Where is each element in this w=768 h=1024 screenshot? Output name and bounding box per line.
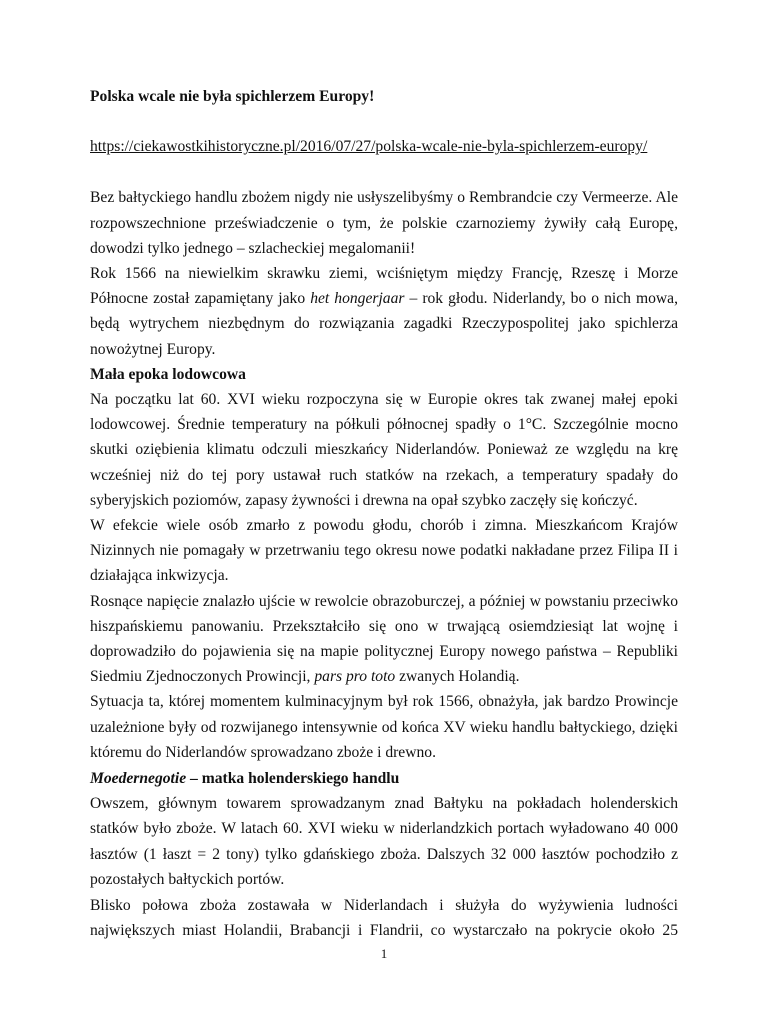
- heading-text: – matka holenderskiego handlu: [186, 769, 400, 787]
- paragraph-text: – rok głodu. Niderlandy, bo o nich mowa, będą wytrychem niezbędnym do rozwiązania zagadki Rzeczypospolitej jako spichlerza nowożytnej Europy.: [90, 290, 678, 358]
- section-heading-little-ice-age: Mała epoka lodowcowa: [90, 365, 246, 383]
- intro-paragraph: Bez bałtyckiego handlu zbożem nigdy nie usłyszelibyśmy o Rembrandcie czy Vermeerze. Ale rozpowszechnione przeświadczenie o tym, że polskie czarnoziemy żywiły całą Europę, dowodzi tylko jednego – szlacheckiej megalomanii!: [90, 189, 678, 257]
- paragraph-grain-usage: Blisko połowa zboża zostawała w Niderlandach i służyła do wyżywienia ludności największych miast Holandii, Brabancji i Flandrii, co wystarczało na pokrycie około 25: [90, 896, 678, 939]
- italic-term: pars pro toto: [314, 668, 396, 686]
- paragraph-climate: Na początku lat 60. XVI wieku rozpoczyna się w Europie okres tak zwanej małej epoki lodowcowej. Średnie temperatury na półkuli północnej spadły o 1°C. Szczególnie mocno skutki oziębienia klimatu odczuli mieszkańcy Niderlandów. Ponieważ ze względu na krę wcześniej niż do tej pory ustawał ruch statków na rzekach, a temperatury spadały do syberyjskich poziomów, zapasy żywności i drewna na opał szybko zaczęły się kończyć.: [90, 391, 678, 509]
- paragraph-grain-imports: Owszem, głównym towarem sprowadzanym znad Bałtyku na pokładach holenderskich statków było zboże. W latach 60. XVI wieku w niderlandzkich portach wyładowano 40 000 łasztów (1 łaszt = 2 tony) tylko gdańskiego zboża. Dalszych 32 000 łasztów pochodziło z pozostałych bałtyckich portów.: [90, 795, 678, 888]
- paragraph-revolt: [90, 589, 678, 690]
- italic-term: Moedernegotie: [90, 769, 187, 787]
- page-number: 1: [380, 946, 388, 961]
- source-url-link[interactable]: https://ciekawostkihistoryczne.pl/2016/07/27/polska-wcale-nie-byla-spichlerzem-europy/: [90, 138, 648, 156]
- paragraph-baltic-trade: Sytuacja ta, której momentem kulminacyjnym był rok 1566, obnażyła, jak bardzo Prowincje uzależnione były od rozwijanego intensywnie od końca XV wieku handlu bałtyckiego, dzięki któremu do Niderlandów sprowadzano zboże i drewno.: [90, 693, 678, 761]
- paragraph-hongerjaar: [90, 261, 678, 362]
- paragraph-text: Rok 1566 na niewielkim skrawku ziemi, wciśniętym między Francję, Rzeszę i Morze Północne został zapamiętany jako: [90, 264, 678, 308]
- paragraph-famine: W efekcie wiele osób zmarło z powodu głodu, chorób i zimna. Mieszkańcom Krajów Nizinnych nie pomagały w przetrwaniu tego okresu nowe podatki nakładane przez Filipa II i działająca inkwizycja.: [90, 517, 678, 585]
- section-heading-moedernegotie: [90, 766, 678, 791]
- italic-term: het hongerjaar: [310, 290, 405, 308]
- paragraph-text: zwanych Holandią.: [395, 668, 520, 686]
- document-title: Polska wcale nie była spichlerzem Europy!: [90, 88, 375, 105]
- source-url-line: [90, 134, 678, 159]
- paragraph-text: Rosnące napięcie znalazło ujście w rewolcie obrazoburczej, a później w powstaniu przeciwko hiszpańskiemu panowaniu. Przekształciło się ono w trwającą osiemdziesiąt lat wojnę i doprowadziło do pojawienia się na mapie politycznej Europy nowego państwa – Republiki Siedmiu Zjednoczonych Prowincji,: [90, 592, 678, 686]
- document-body: [90, 84, 678, 943]
